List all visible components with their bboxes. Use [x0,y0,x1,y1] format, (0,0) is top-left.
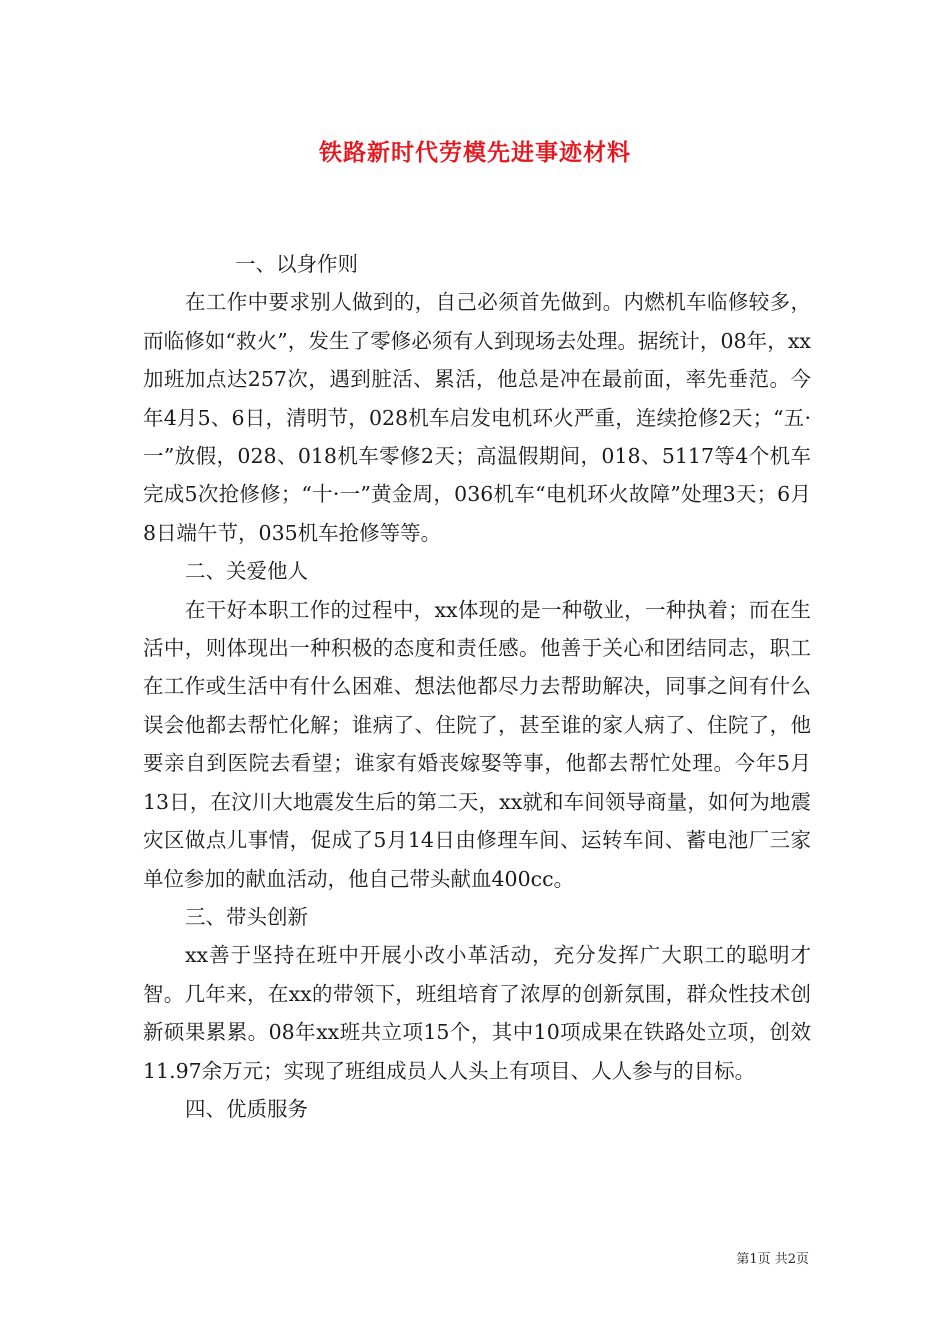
section-heading-4: 四、优质服务 [185,1096,308,1121]
section-paragraph-2: 在干好本职工作的过程中，xx体现的是一种敬业，一种执着；而在生活中，则体现出一种积极的态度和责任感。他善于关心和团结同志，职工在工作或生活中有什么困难、想法他都尽力去帮助解决，同事之间有什么误会他都去帮忙化解；谁病了、住院了，甚至谁的家人病了、住院了，他要亲自到医院去看望；谁家有婚丧嫁娶等事，他都去帮忙处理。今年5月13日，在汶川大地震发生后的第二天，xx就和车间领导商量，如何为地震灾区做点儿事情，促成了5月14日由修理车间、运转车间、蓄电池厂三家单位参加的献血活动，他自己带头献血400cc。 [143,597,811,891]
document-body [143,245,811,1128]
section-paragraph-1: 在工作中要求别人做到的，自己必须首先做到。内燃机车临修较多，而临修如“救火”，发生了零修必须有人到现场去处理。据统计，08年，xx加班加点达257次，遇到脏活、累活，他总是冲在最前面，率先垂范。今年4月5、6日，清明节，028机车启发电机环火严重，连续抢修2天；“五·一”放假，028、018机车零修2天；高温假期间，018、5117等4个机车完成5次抢修修；“十·一”黄金周，036机车“电机环火故障”处理3天；6月8日端午节，035机车抢修等等。 [143,290,811,545]
section-heading-3: 三、带头创新 [185,904,308,929]
section-heading-2: 二、关爱他人 [185,559,308,584]
document-title: 铁路新时代劳模先进事迹材料 [319,139,631,166]
section-heading-1: 一、以身作则 [235,252,358,276]
section-paragraph-3: xx善于坚持在班中开展小改小革活动，充分发挥广大职工的聪明才智。几年来，在xx的带领下，班组培育了浓厚的创新氛围，群众性技术创新硕果累累。08年xx班共立项15个，其中10项成果在铁路处立项，创效11.97余万元；实现了班组成员人人头上有项目、人人参与的目标。 [143,943,811,1083]
page-number: 第1页 共2页 [736,1252,809,1267]
